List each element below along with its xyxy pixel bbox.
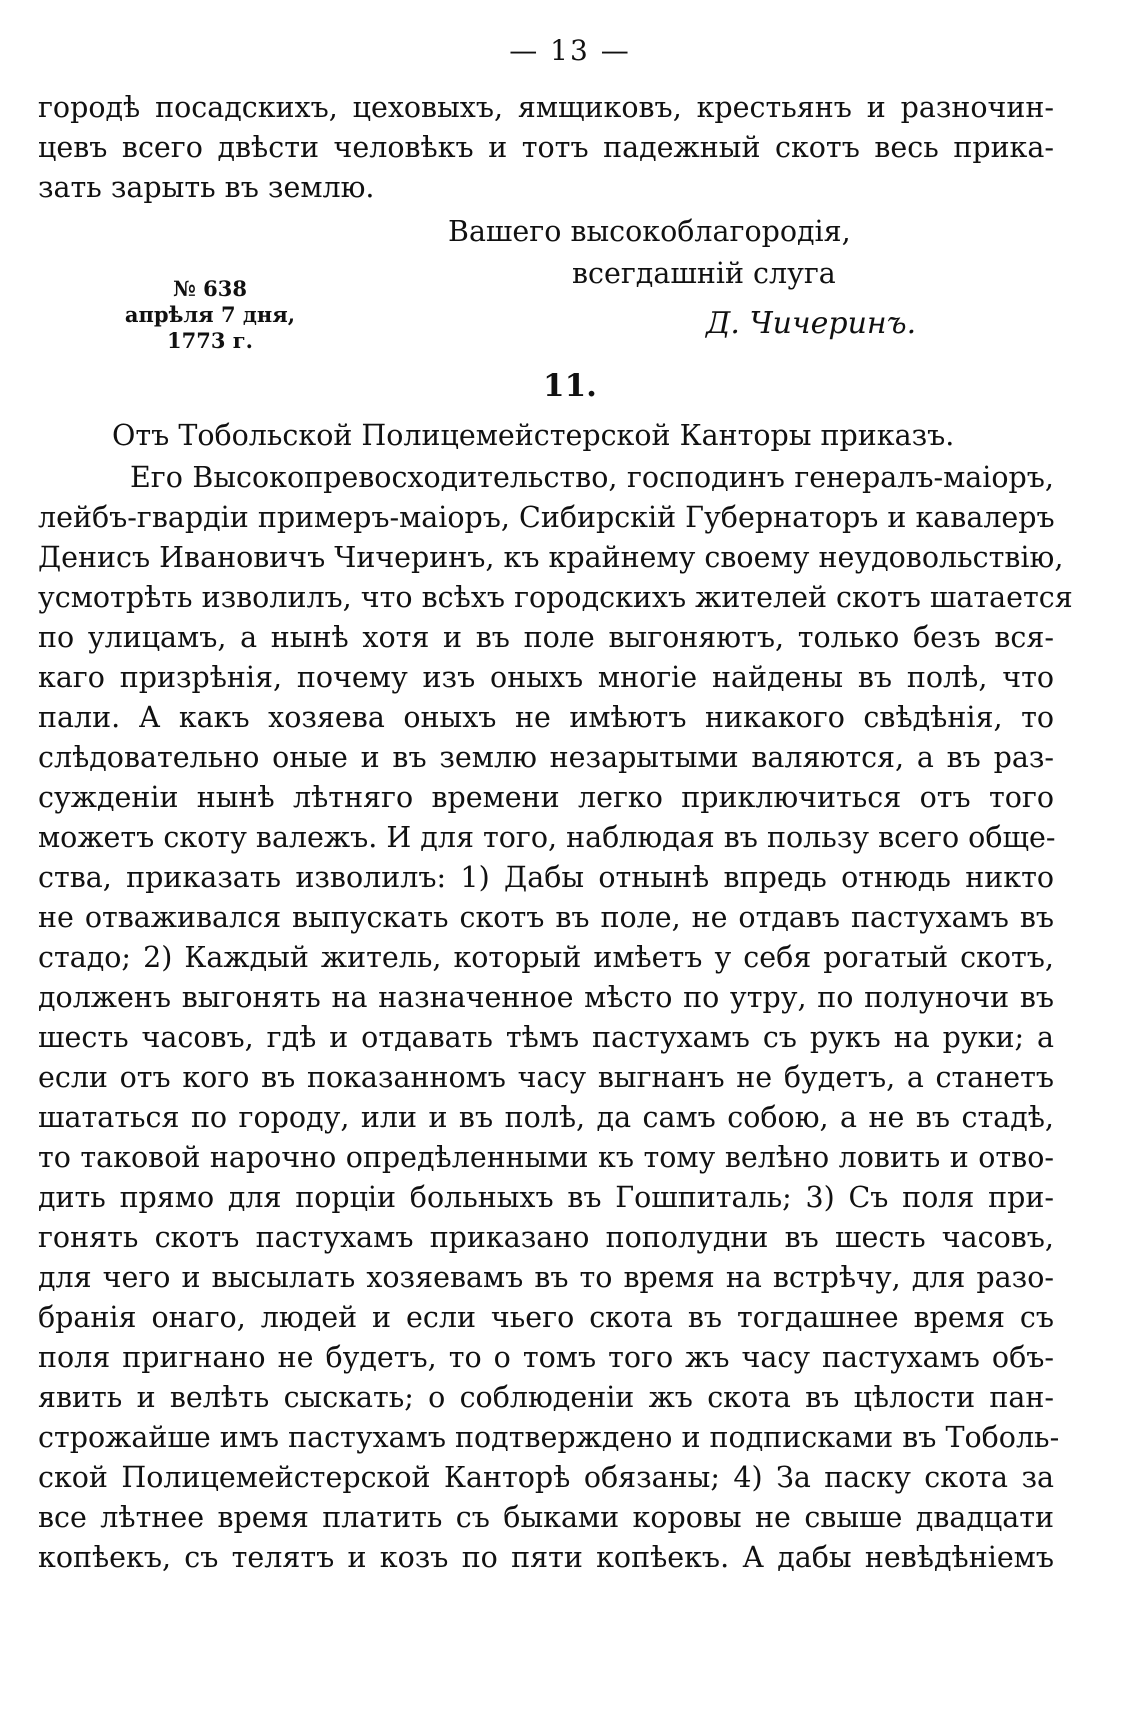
text-line: каго призрѣнія, почему изъ оныхъ многіе найдены въ полѣ, что bbox=[38, 661, 1054, 694]
text-line: гонять скотъ пастухамъ приказано пополудни въ шесть часовъ, bbox=[38, 1221, 1054, 1254]
text-line: сужденіи нынѣ лѣтняго времени легко приключиться отъ того bbox=[38, 781, 1054, 814]
text-line: все лѣтнее время платить съ быками коровы не свыше двадцати bbox=[38, 1501, 1054, 1534]
text-line: лейбъ-гвардіи примеръ-маіоръ, Сибирскій Губернаторъ и кавалеръ bbox=[38, 501, 1055, 534]
section-number: 11. bbox=[543, 368, 597, 404]
text-line: для чего и высылать хозяевамъ въ то время на встрѣчу, для разо- bbox=[38, 1261, 1054, 1294]
text-line: поля пригнано не будетъ, то о томъ того жъ часу пастухамъ объ- bbox=[38, 1341, 1054, 1374]
text-line: ской Полицемейстерской Канторѣ обязаны; 4) За паску скота за bbox=[38, 1461, 1054, 1494]
section-heading: Отъ Тобольской Полицемейстерской Канторы приказъ. bbox=[112, 419, 955, 452]
text-line: зать зарыть въ землю. bbox=[38, 171, 375, 204]
text-line: Его Высокопревосходительство, господинъ генералъ-маіоръ, bbox=[130, 461, 1054, 494]
document-year: 1773 г. bbox=[167, 328, 253, 353]
text-line: если отъ кого въ показанномъ часу выгнанъ не будетъ, а станетъ bbox=[38, 1061, 1054, 1094]
text-line: строжайше имъ пастухамъ подтверждено и подписками въ Тоболь- bbox=[38, 1421, 1060, 1454]
salutation-line: всегдашній слуга bbox=[572, 257, 836, 290]
text-line: цевъ всего двѣсти человѣкъ и тотъ падежный скотъ весь прика- bbox=[38, 131, 1054, 164]
text-line: городѣ посадскихъ, цеховыхъ, ямщиковъ, крестьянъ и разночин- bbox=[38, 91, 1054, 124]
signature: Д. Чичеринъ. bbox=[706, 306, 917, 341]
dateline bbox=[100, 276, 320, 354]
text-line: ства, приказать изволилъ: 1) Дабы отнынѣ впредь отнюдь никто bbox=[38, 861, 1054, 894]
text-line: стадо; 2) Каждый житель, который имѣетъ у себя рогатый скотъ, bbox=[38, 941, 1054, 974]
text-line: копѣекъ, съ телятъ и козъ по пяти копѣекъ. А дабы невѣдѣніемъ bbox=[38, 1541, 1054, 1574]
salutation-line: Вашего высокоблагородія, bbox=[448, 215, 851, 248]
text-line: Денисъ Ивановичъ Чичеринъ, къ крайнему своему неудовольствію, bbox=[38, 541, 1064, 574]
document-number: № 638 bbox=[173, 276, 247, 301]
text-line: шесть часовъ, гдѣ и отдавать тѣмъ пастухамъ съ рукъ на руки; а bbox=[38, 1021, 1054, 1054]
text-line: явить и велѣть сыскать; о соблюденіи жъ скота въ цѣлости пан- bbox=[38, 1381, 1054, 1414]
text-line: бранія онаго, людей и если чьего скота въ тогдашнее время съ bbox=[38, 1301, 1054, 1334]
text-line: усмотрѣть изволилъ, что всѣхъ городскихъ жителей скотъ шатается bbox=[38, 581, 1073, 614]
text-line: дить прямо для порціи больныхъ въ Гошпиталь; 3) Съ поля при- bbox=[38, 1181, 1054, 1214]
text-line: долженъ выгонять на назначенное мѣсто по утру, по полуночи въ bbox=[38, 981, 1054, 1014]
document-date: апрѣля 7 дня, bbox=[124, 302, 296, 327]
text-line: шататься по городу, или и въ полѣ, да самъ собою, а не въ стадѣ, bbox=[38, 1101, 1054, 1134]
page-number: — 13 — bbox=[509, 34, 631, 67]
text-line: по улицамъ, а нынѣ хотя и въ поле выгоняютъ, только безъ вся- bbox=[38, 621, 1054, 654]
text-line: пали. А какъ хозяева оныхъ не имѣютъ никакого свѣдѣнія, то bbox=[38, 701, 1054, 734]
text-line: можетъ скоту валежъ. И для того, наблюдая въ пользу всего обще- bbox=[38, 821, 1056, 854]
text-line: слѣдовательно оные и въ землю незарытыми валяются, а въ раз- bbox=[38, 741, 1054, 774]
text-line: то таковой нарочно опредѣленными къ тому велѣно ловить и отво- bbox=[38, 1141, 1054, 1174]
text-line: не отваживался выпускать скотъ въ поле, не отдавъ пастухамъ въ bbox=[38, 901, 1054, 934]
